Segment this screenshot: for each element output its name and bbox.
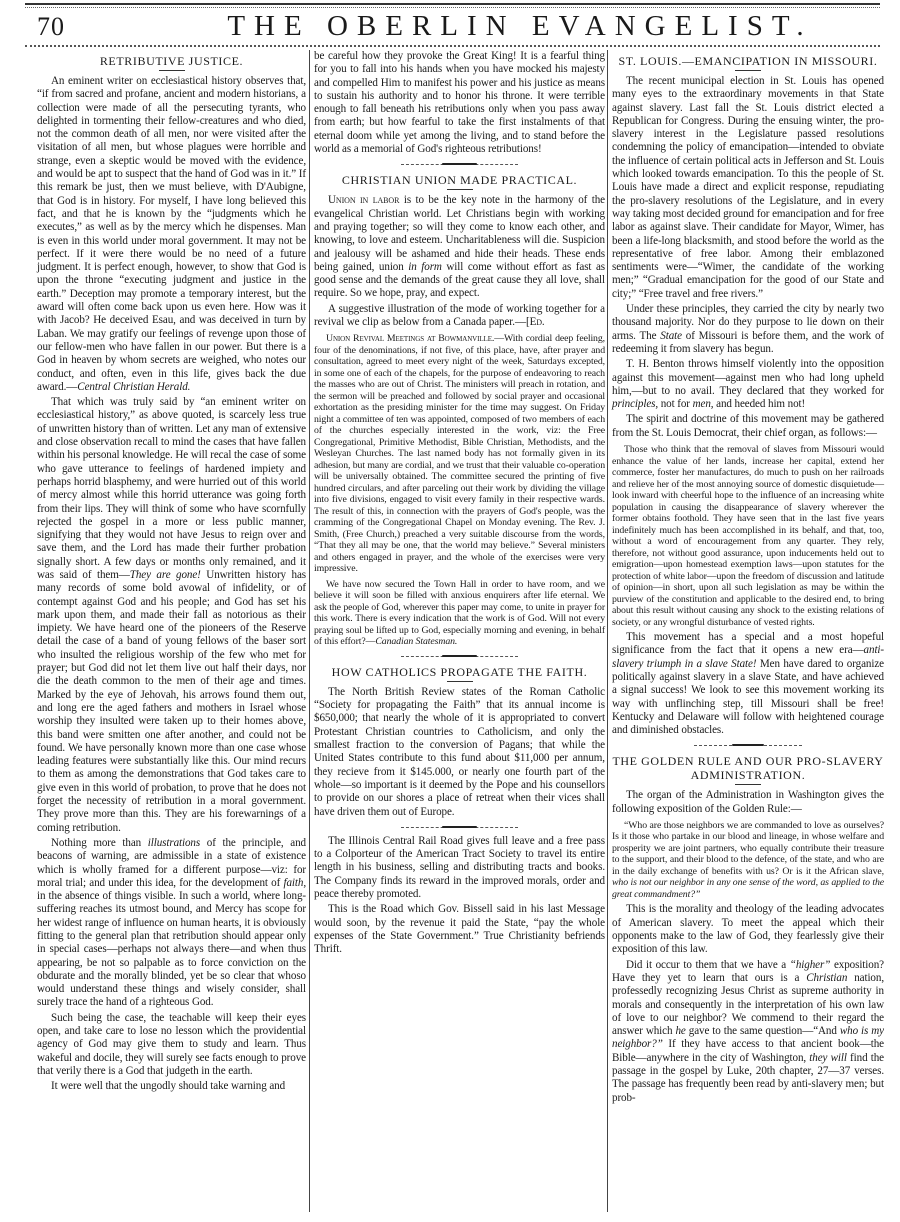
italic-text: in form [408, 260, 442, 273]
text-run: and heeded him not! [713, 398, 806, 411]
quoted-excerpt [612, 820, 884, 901]
paragraph [612, 959, 884, 1105]
section-separator [612, 740, 884, 750]
text-run: Unwritten history has many records of some bold avowal of infidelity, or of contempt against God and his people; and God has set his mark upon them, and made their fall as notorious as their impiety. We have heard one of the pioneers of the Reserve detail the case of a band of young fellows of the baser sort who insulted the religious worship of the few who met for prayer; but God did not let them live out half their days, nor die the death common to the men of their age and times. Marked by the eye of Jehovah, his arrows found them out, and long ere the aged fathers and mothers in Israel whose worship they insulted were taken up to their homes above, this band were smitten one after another, and could not be found. We have personally known more than one case whose leading features were substantially like this. Our mind recurs to them as among the demonstrations that God takes care to give even in this world of probation, to prove that he does not forget the necessity of retribution in a moral government. They prove more than this. They are his forewarnings of a coming retribution. [37, 568, 306, 834]
text-run: nation, professedly recognizing Jesus Christ as supreme authority in morals and consequently in the interpretation of his own law of love to our neighbor? We commend to their regard the answer which [612, 971, 884, 1038]
text-run: This is the morality and theology of the leading advocates of American slavery. To meet the appeal which their opponents make to the law of God, they fearlessly give their exposition of this law. [612, 903, 884, 956]
masthead-title: THE OBERLIN EVANGELIST. [227, 10, 813, 42]
text-run: Under these principles, they carried the city by nearly two thousand majority. Nor do they purpose to lie down on their arms. The [612, 303, 884, 342]
text-run: not for [658, 398, 693, 411]
text-run: The spirit and doctrine of this movement may be gathered from the St. Louis Democrat, their chief organ, as follows:— [612, 413, 884, 439]
article-title-catholics [314, 665, 605, 682]
paragraph [612, 75, 884, 301]
text-run: This is the Road which Gov. Bissell said in his last Message would soon, by the revenue it paid the State, “pay the whole expenses of the State Government.” True Christianity befriends Thrift. [314, 903, 605, 956]
italic-text: They are gone! [129, 568, 201, 581]
text-run: be careful how they provoke the Great King! It is a fearful thing for you to fall into his hands when you have mocked his majesty and compelled Him to manifest his power and his justice as means to sustain his authority and to honor his throne. It were terrible enough to fall beneath his retributions only when you pass away from earth; but how fearful to take the first instalments of that eternal doom while yet among the living, and to stand before the world as a memorial of God's righteous retributions! [314, 50, 605, 156]
text-run: THE GOLDEN RULE AND OUR PRO-SLAVERY ADMINISTRATION. [612, 754, 884, 783]
column-1 [37, 50, 306, 1096]
paragraph [37, 1080, 306, 1093]
paragraph [37, 837, 306, 1010]
section-separator [314, 159, 605, 169]
paragraph [37, 75, 306, 394]
text-run: is to be the key note in the harmony of the evangelical Christian world. Let Christians begin with working and praying together; so will they come to know each other, and knowing, to love and esteem. Uncharitableness will die. Suspicion and jealousy will be ashamed and hide their heads. These ends being gained, union [314, 194, 605, 273]
text-run: The North British Review states of the Roman Catholic “Society for propagating the Faith” that its annual income is $650,000; that nearly the whole of it is appropriated to convert Protestant Christian countries to Catholicism, and only the smallest fraction to the conversion of Pagans; that while the United States contribute to this fund about $11,000 per annum, they recieve from it $145.000, or nearly one fourth part of the whole—so important is it deemed by the Pope and his counsellors to provide on our shores a place of retreat when their vices shall have driven them out of Europe. [314, 685, 605, 818]
small-caps-text: Ed. [529, 316, 545, 329]
text-run: The organ of the Administration in Washington gives the following exposition of the Golden Rule:— [612, 789, 884, 815]
paragraph [314, 303, 605, 330]
text-run: gave to the same question—“And [685, 1025, 840, 1038]
italic-text: Central Christian Herald. [77, 380, 191, 393]
text-run: The recent municipal election in St. Louis has opened many eyes to the extraordinary movements in that State against slavery. Last fall the St. Louis district elected a Republican for Congress. During the ensuing winter, the pro-slavery interest in the Legislature passed resolutions condemning the policy of emancipation—intended to obviate the influence of certain political acts in Jefferson and St. Louis which looked towards emancipation. To this the people of St. Louis have made a direct and explicit response, repudiating the pro-slavery resolutions of the Legislature, and in every way taking most decided ground for emancipation and for free labor as against slave. Their candidate for Mayor, Wimer, has been a life-long blacksmith, and stood before the world as the representative of free labor. Among their emblazoned sentiments were—“Wimer, the candidate of the working men;” “Gradual emancipation for the good of our State and city;” “Free travel and free rivers.” [612, 75, 884, 300]
article-title-st-louis [612, 54, 884, 71]
text-run: This movement has a special and a most hopeful significance from the fact that it opens a new era— [612, 631, 884, 657]
section-separator [314, 822, 605, 832]
top-dotted-rule [25, 7, 880, 8]
text-run: Nothing more than [51, 836, 148, 849]
small-caps-text: Union Revival Meetings at Bowmanville. [326, 333, 495, 345]
paragraph [612, 789, 884, 816]
italic-text: anti-slavery triumph in a slave State! [612, 644, 884, 670]
italic-text: who is not our neighbor in any one sense of the word, as applied to the great commandment?” [612, 877, 884, 900]
text-run: That which was truly said by “an eminent writer on ecclesiastical history,” as above quoted, is scarcely less true of unwritten history than of written. Let any man of extensive and close observation recall to mind the cases that have fallen within his personal knowledge. He will recal the case of some who gave utterance to feelings of hardened impiety and perhaps horrid blasphemy, and were hurried out of this world of mercy almost while this horrid utterance was going forth from their lips. They will think of some who have scornfully rejected the gospel in a more or less public manner, signifying that they would not have Jesus to reign over and save them, and the Lord has made their further probation signally short. A few days or months only remained, and it was said of them— [37, 396, 307, 581]
paragraph [37, 1012, 306, 1078]
text-run: of the principle, and beacons of warning, are admissible in a state of existence which is wholly framed for a different purpose—viz: for moral trial; and under this idea, for the development of [37, 836, 306, 889]
text-run: Such being the case, the teachable will keep their eyes open, and take care to lose no lesson which the providential agency of God may give them to study and learn. Thus wakeful and docile, they will surely see facts enough to prove that verily there is a God that judgeth in the earth. [37, 1011, 306, 1077]
paragraph [612, 413, 884, 440]
paragraph [612, 303, 884, 356]
text-run: Those who think that the removal of slaves from Missouri would enhance the value of her lands, increase her capital, extend her commerce, foster her manufactures, do much to push on her railroads and relieve her of the most annoying source of domestic disquietude—look inward with cheerful hope to the influence of an increasing white population in causing the disappearance of slavery wherever the former obtains foothold. They have seen that in the last five years indefinitely much has been accomplished in its behalf, and that, too, without a word of encouragement from any quarter. They rely, therefore, not without good assurance, upon inducements held out to emigration—upon homestead exemption laws—upon statutes for the protection of white labor—upon the freedom of discussion and latitude of opinion—in short, upon all such legislation as may be within the purview of the constitution and applicable to the desired end, to bring about this result without causing any shock to the existing relations of society, or any wrongful disturbance of vested rights. [612, 444, 884, 628]
text-run: We have now secured the Town Hall in order to have room, and we believe it will soon be filled with anxious enquirers after life eternal. We ask the people of God, wherever this paper may come, to unite in prayer for this work. There is every indication that the work is of God. Will not every praying soul be lifted up to God, especially morning and evening, in behalf of this effort?— [314, 578, 605, 648]
page-number: 70 [37, 12, 65, 41]
paragraph [314, 835, 605, 901]
paragraph [612, 358, 884, 411]
paragraph [314, 903, 605, 956]
paragraph [314, 50, 605, 156]
section-separator [314, 651, 605, 661]
column-divider [607, 50, 608, 1212]
text-run: It were well that the ungodly should take warning and [51, 1080, 286, 1093]
paragraph [314, 686, 605, 819]
paragraph [612, 631, 884, 737]
quoted-excerpt [314, 333, 605, 575]
text-run: ST. LOUIS.—EMANCIPATION IN MISSOURI. [618, 54, 878, 68]
italic-text: he [675, 1025, 686, 1038]
italic-text: Canadian Statesman. [375, 636, 458, 648]
column-3 [612, 50, 884, 1107]
text-run: If they have access to that ancient book—the Bible—anywhere in the city of Washington, [612, 1038, 884, 1064]
text-run: T. H. Benton throws himself violently into the opposition against this movement—against men who had long upheld him,—but to no avail. They declared that they worked for [612, 358, 884, 397]
column-divider [309, 50, 310, 1212]
masthead-rule [25, 45, 880, 47]
text-run: find the passage in the gospel by Luke, 20th chapter, 27—37 verses. The passage has frequently been read by anti-slavery men; but prob- [612, 1051, 884, 1104]
text-run: An eminent writer on ecclesiastical history observes that, “if from sacred and profane, ancient and modern historians, a collection were made of all the persecuting tyrants, who delighted in tormenting their fellow-creatures and who died, not the common death of all men, nor were visited after the visitation of all men, but whose plagues were horrible and strange, even a skeptic would be moved with the evidence, and would be apt to suspect that the hand of God was in it.” If this remark be just, then we must believe, with D'Aubigne, that God is in history. For myself, I have long believed this fact, and that he is known by the “judgments which he executes,” as well as by the mercy which he dispenses. Man is even in this world under moral government. It may not be perfect. If it were there would be no need of a future judgment. It is perfect enough, however, to show that God is upon the throne “executing judgment and justice in the earth.” Deception may promote a temporary interest, but the award will often come back upon us even here. How was it with Jacob? He deceived Esau, and was deceived in turn by Laban. We may gratify our feelings of revenge upon those of our fellow-men who have fallen in our power. But there is a God in heaven by whom secrets are weighed, who notes our conduct, and often, even in this life, gives back the due award.— [37, 75, 306, 393]
italic-text: “higher” [789, 958, 831, 971]
text-run: RETRIBUTIVE JUSTICE. [99, 54, 244, 68]
italic-text: they will [809, 1051, 847, 1064]
italic-text: faith, [283, 876, 306, 889]
italic-text: men, [692, 398, 714, 411]
text-run: —With cordial deep feeling, four of the denominations, if not five, of this place, have, after prayer and consultation, agreed to meet every night of the week, Saturdays excepted, in some one of each of the chapels, for the purpose of endeavoring to reach the masses who are out of Christ. The ministers will preach in rotation, and the sermon will be preached and followed by social prayer and occasional exhortation as the presiding minister for the time may suggest. On Friday night a committee of ten was appointed, composed of two members of each of the churches especially interested in the work, viz: the Free Congregational, Primitive Methodist, Bible Christian, Methodists, and the Wesleyan Churches. The last named body has not formally given in its adhesion, but many are cordial, and we trust that their valuable co-operation will be universally obtained. The committee secured the printing of five hundred circulars, and after parceling out their work by dividing the village into five divisions, engaged to visit every family in their respective wards. The result of this, in connection with the prayers of God's people, was the cramming of the Congregational Chapel on Monday evening. The Rev. J. Smith, (Free Church,) preached a very suitable discourse from the words, “That they all may be one, that the world may believe.” Several ministers and others engaged in prayer, and the whole of the exercises were very impressive. [314, 333, 606, 575]
text-run: “Who are those neighbors we are commanded to love as ourselves? Is it those who partake in our blood and lineage, in whose welfare and prosperity we are joint partners, who equally contribute their treasure to the support, and their blood to the defence, of the state, and who are in the daily exchange of benefits with us? Or is it the African slave, [612, 819, 884, 877]
article-title-christian-union [314, 173, 605, 190]
text-run: A suggestive illustration of the mode of working together for a revival we clip as below from a Canada paper.—[ [314, 302, 605, 329]
text-run: exposition? Have they yet to learn that ours is a [612, 958, 884, 984]
italic-text: State [660, 329, 682, 342]
text-run: Men have dared to organize politically against slavery in a slave State, and have achieved a signal success! We look to see this movement working its way with unflinching step, till Missouri shall be free! Kentucky and Delaware will follow with heightened courage and diminished obstacles. [612, 657, 884, 737]
text-run: will come without effort as fast as good sense and the demands of the great cause they all love, shall require. So we hope, pray, and expect. [314, 260, 605, 300]
quoted-excerpt [612, 444, 884, 628]
paragraph [37, 396, 306, 835]
article-title-golden-rule [612, 754, 884, 785]
paragraph [612, 903, 884, 956]
paragraph [314, 194, 605, 300]
italic-text: principles, [612, 398, 659, 411]
quoted-excerpt [314, 579, 605, 648]
text-run: CHRISTIAN UNION MADE PRACTICAL. [341, 173, 578, 188]
text-run: of Missouri is before them, and the work of redeeming it from slavery has begun. [612, 329, 884, 355]
italic-text: Christian [806, 971, 848, 984]
italic-text: who is my neighbor?” [612, 1025, 884, 1051]
italic-text: illustrations [147, 836, 201, 849]
column-2 [314, 50, 605, 958]
small-caps-text: Union in labor [328, 194, 400, 207]
top-border-rule [25, 3, 880, 5]
text-run: HOW CATHOLICS PROPAGATE THE FAITH. [331, 664, 588, 679]
text-run: in the absence of things visible. In such a world, where long-suffering reaches its utmost bound, and Mercy has scope for her widest range of influence on human hearts, it is obviously fitting to the general plan that retribution should appear only in special cases—perhaps not always there—and when thus appearing, be not so palpable as to force conviction on the obdurate and the morally blinded, yet be so clear that whoso would understand these things and wisely consider, shall surely trace the hand of a righteous God. [37, 890, 306, 1009]
text-run: Did it occur to them that we have a [626, 958, 790, 971]
text-run: The Illinois Central Rail Road gives full leave and a free pass to a Colporteur of the American Tract Society to travel its entire length in his business, selling and distributing tracts and books. The Company finds its reward in the improved morals, order and peace thereby promoted. [314, 834, 605, 900]
article-title-retributive-justice [37, 54, 306, 71]
